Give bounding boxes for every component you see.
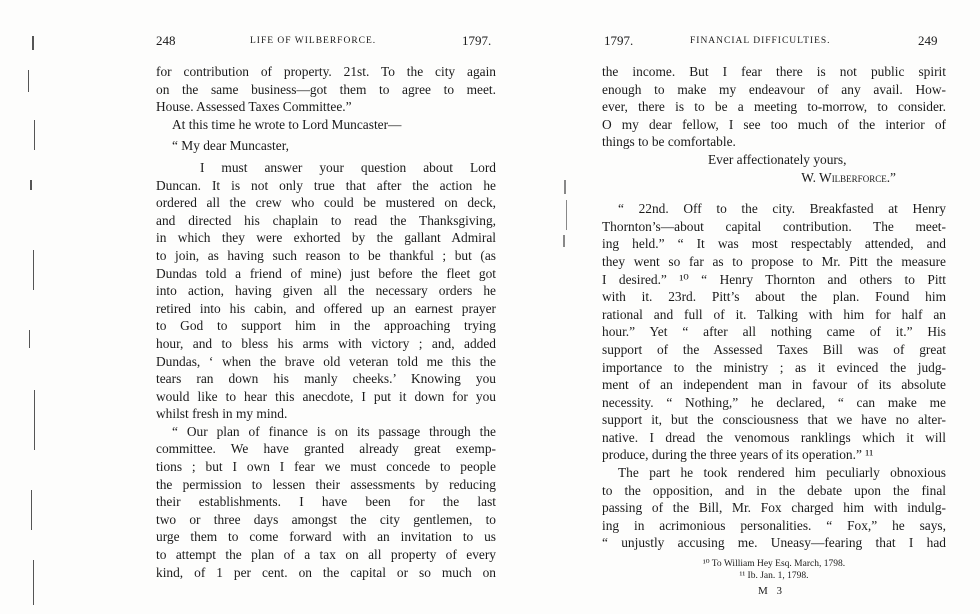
text-line: would like to hear this anecdote, I put it down for you xyxy=(156,388,496,404)
text-line: and directed his chaplain to read the Thanksgiving, xyxy=(156,212,496,228)
text-line: ordered all the crew who could be mustered on deck, xyxy=(156,195,496,211)
page-number: 248 xyxy=(156,33,176,48)
text-line: to attempt the plan of a tax on all property of every xyxy=(156,547,496,563)
letter-signature: W. Wilberforce.” xyxy=(801,169,896,185)
gutter-smudge xyxy=(560,180,572,250)
text-line: “ unjustly accusing me. Uneasy—fearing that I had xyxy=(602,535,946,551)
text-line: Thornton’s—about capital contribution. The meet- xyxy=(602,218,946,234)
page-number: 249 xyxy=(918,33,938,48)
text-line: whilst fresh in my mind. xyxy=(156,406,288,422)
footnote: ¹⁰ To William Hey Esq. March, 1798. xyxy=(702,559,846,569)
running-title: LIFE OF WILBERFORCE. xyxy=(250,36,377,46)
running-year: 1797. xyxy=(462,33,492,48)
text-line: ing held.” “ It was most respectably attended, and xyxy=(602,236,946,252)
running-year: 1797. xyxy=(604,33,634,48)
text-line: retired into his cabin, and offered up an earnest prayer xyxy=(156,300,496,316)
text-line: urge them to come forward with an invitation to us xyxy=(156,529,496,545)
text-line: to the opposition, and in the debate upon the final xyxy=(602,482,946,498)
text-line: in which they were exhorted by the gallant Admiral xyxy=(156,230,496,246)
text-line: to God to support him in the approaching trying xyxy=(156,318,496,334)
left-running-head xyxy=(150,33,500,53)
text-line: passing of the Bill, Mr. Fox charged him with indulg- xyxy=(602,500,946,516)
text-line: committee. We have granted already great exemp- xyxy=(156,441,496,457)
text-line: with it. 23rd. Pitt’s about the plan. Found him xyxy=(602,289,946,305)
right-body-text xyxy=(602,63,946,552)
letter-closing: Ever affectionately yours, xyxy=(708,151,847,167)
text-line: support of the Assessed Taxes Bill was of great xyxy=(602,341,946,357)
text-line: “ Our plan of finance is on its passage through the xyxy=(172,423,496,439)
text-line: their establishments. I have been for the last xyxy=(156,494,496,510)
text-line: Dundas, ‘ when the brave old veteran told me this the xyxy=(156,353,496,369)
text-line: ever, there is to be a meeting to-morrow, to consider. xyxy=(602,99,946,115)
text-line: native. I dread the venomous ranklings which it will xyxy=(602,429,946,445)
text-line: Duncan. It is not only true that after the action he xyxy=(156,177,496,193)
text-line: necessity. “ Nothing,” he declared, “ can make me xyxy=(602,394,946,410)
text-line: “ 22nd. Off to the city. Breakfasted at Henry xyxy=(618,201,946,217)
text-line: support it, but the consciousness that we have no alter- xyxy=(602,412,946,428)
text-line: kind, of 1 per cent. on the capital or so much on xyxy=(156,564,496,580)
text-line: The part he took rendered him peculiarly obnoxious xyxy=(618,465,946,481)
text-line: the permission to lessen their assessments by reducing xyxy=(156,476,496,492)
text-line: produce, during the three years of its operation.” ¹¹ xyxy=(602,447,874,463)
text-line: enough to make my endeavour of any avail. How- xyxy=(602,81,946,97)
text-line: I desired.” ¹⁰ “ Henry Thornton and others to Pitt xyxy=(602,271,946,287)
text-line: things to be comfortable. xyxy=(602,134,736,150)
text-line: tions ; but I own I fear we must concede to people xyxy=(156,459,496,475)
text-line: O my dear fellow, I see too much of the interior of xyxy=(602,116,946,132)
text-line: House. Assessed Taxes Committee.” xyxy=(156,99,352,115)
text-line: the income. But I fear there is not public spirit xyxy=(602,64,946,79)
text-line: importance to the ministry ; as it evinced the judg- xyxy=(602,359,946,375)
text-line: “ My dear Muncaster, xyxy=(172,138,289,154)
text-line: hour.” Yet “ after all nothing came of it.” His xyxy=(602,324,946,340)
text-line: rational and full of it. Talking with him for half an xyxy=(602,306,946,322)
text-line: hour, and to bless his arms with victory ; and, added xyxy=(156,335,496,351)
running-title: FINANCIAL DIFFICULTIES. xyxy=(690,36,831,46)
right-running-head xyxy=(598,33,950,53)
text-line: for contribution of property. 21st. To the city again xyxy=(156,64,496,79)
text-line: ment of an independent man in favour of its absolute xyxy=(602,377,946,393)
text-line: to join, as having such reason to be thankful ; but (as xyxy=(156,247,496,263)
text-line: I must answer your question about Lord xyxy=(200,159,496,175)
text-line: two or three days amongst the city gentlemen, to xyxy=(156,511,496,527)
text-line: At this time he wrote to Lord Muncaster— xyxy=(172,116,402,132)
left-body-text xyxy=(156,63,496,581)
footnotes xyxy=(598,558,950,582)
text-line: ing in acrimonious personalities. “ Fox,” he says, xyxy=(602,517,946,533)
printer-signature-mark: M 3 xyxy=(758,585,786,597)
text-line: Dundas told a friend of mine) just before the fleet got xyxy=(156,265,496,281)
text-line: on the same business—got them to agree to meet. xyxy=(156,81,496,97)
text-line: they went so far as to propose to Mr. Pitt the measure xyxy=(602,253,946,269)
text-line: tears ran down his manly cheeks.’ Knowing you xyxy=(156,371,496,387)
text-line: into action, having given all the necessary orders he xyxy=(156,283,496,299)
footnote: ¹¹ Ib. Jan. 1, 1798. xyxy=(739,571,809,581)
margin-marks xyxy=(18,30,48,610)
